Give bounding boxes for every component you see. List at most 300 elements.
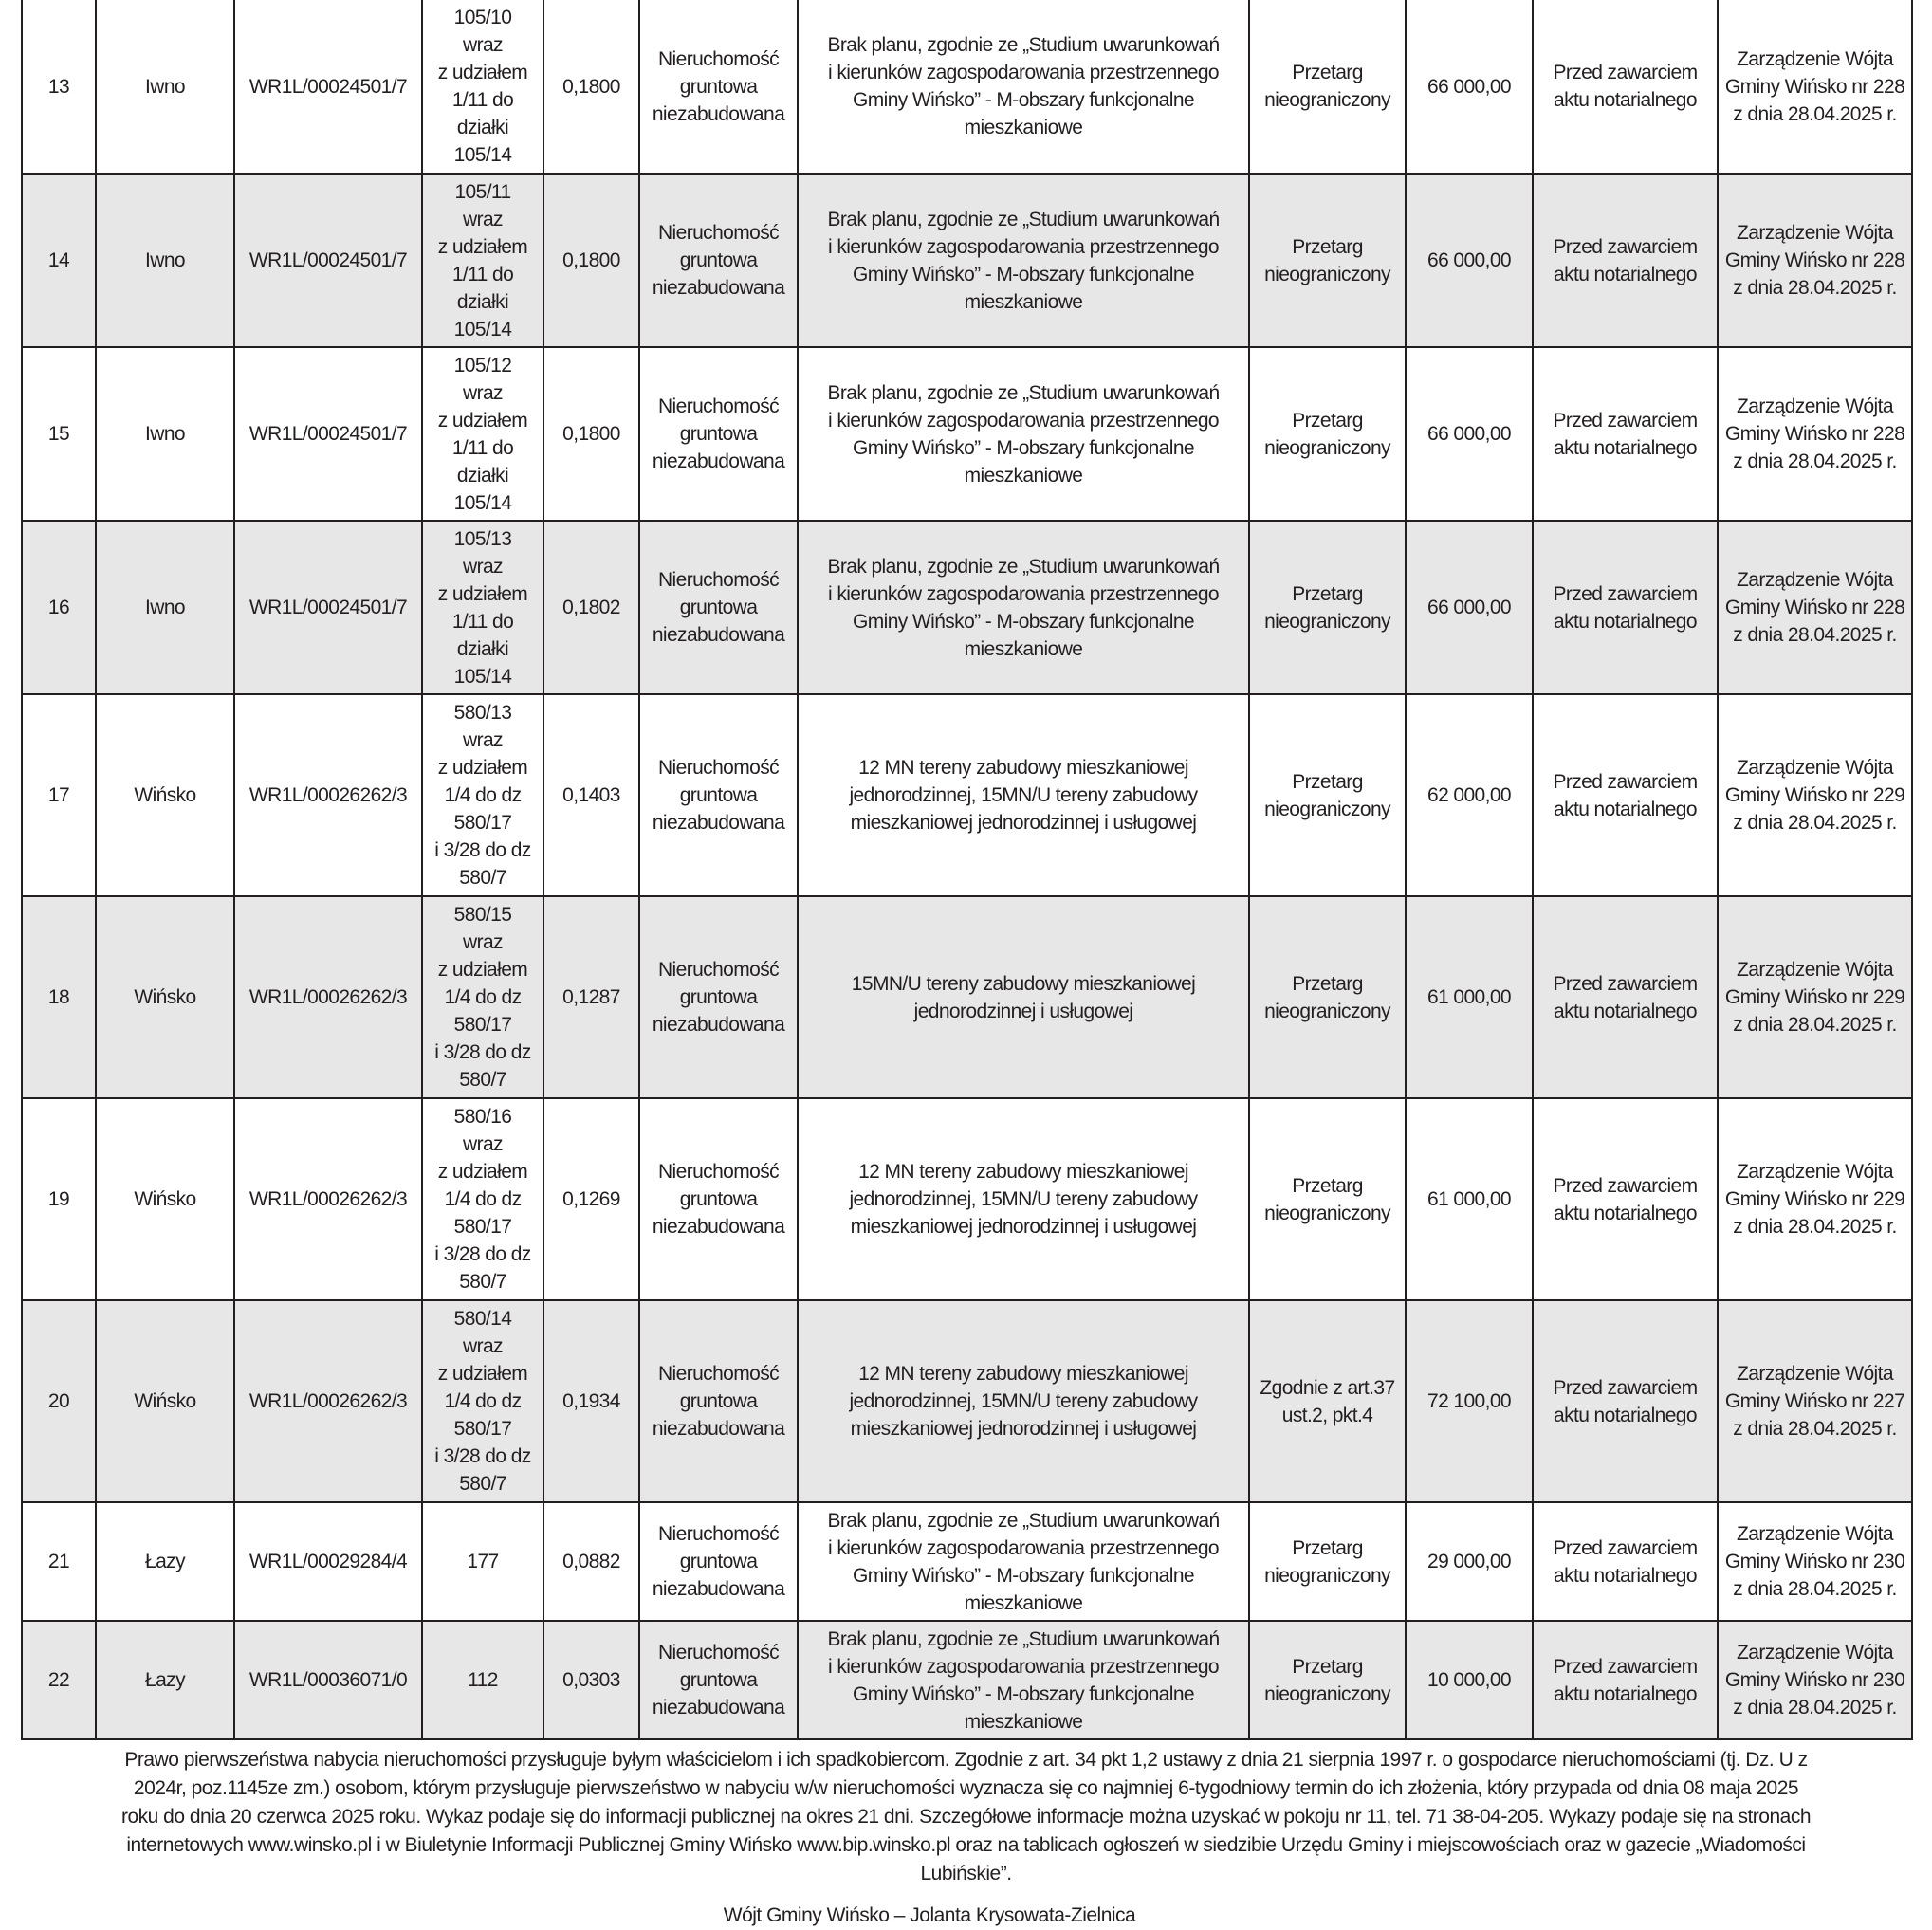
- cell-payment-term-line: Przed zawarciem: [1553, 235, 1698, 258]
- cell-land-use-line: Gminy Wińsko” - M-obszary funkcjonalne: [853, 1564, 1194, 1587]
- cell-property-type-line: Nieruchomość: [657, 757, 779, 779]
- cell-land-register-number: WR1L/00026262/3: [234, 1098, 422, 1300]
- cell-property-type-line: niezabudowana: [652, 277, 785, 299]
- table-row: [22, 0, 1912, 174]
- cell-land-use-line: Gminy Wińsko” - M-obszary funkcjonalne: [853, 436, 1194, 459]
- cell-land-use-line: i kierunków zagospodarowania przestrzennego: [828, 1536, 1219, 1559]
- cell-area: 0,0882: [543, 1502, 639, 1621]
- cell-property-type-line: niezabudowana: [652, 1014, 785, 1036]
- cell-land-use-line: Gminy Wińsko” - M-obszary funkcjonalne: [853, 89, 1194, 111]
- cell-sale-mode: [1249, 896, 1406, 1098]
- cell-legal-basis-line: Gminy Wińsko nr 228: [1724, 75, 1905, 98]
- footer-note: [38, 1746, 1894, 1888]
- cell-sale-mode-line: nieograniczony: [1264, 436, 1390, 459]
- cell-area: 0,0303: [543, 1621, 639, 1739]
- cell-property-type-line: gruntowa: [679, 423, 758, 445]
- cell-legal-basis-line: Zarządzenie Wójta: [1737, 1642, 1893, 1663]
- cell-payment-term: [1533, 694, 1718, 896]
- cell-payment-term: [1533, 1621, 1718, 1739]
- cell-land-register-number: WR1L/00026262/3: [234, 694, 422, 896]
- footer-note-line: Prawo pierwszeństwa nabycia nieruchomości przysługuje byłym właścicielom i ich spadkobiercom. Zgodnie z art. 34 pkt 1,2 ustawy z dnia 21 sierpnia 1997 r. o gospodarce nieruchomościami (tj. Dz. U z: [124, 1749, 1808, 1771]
- cell-row-number: 13: [22, 0, 96, 174]
- cell-land-use-line: Gminy Wińsko” - M-obszary funkcjonalne: [853, 1682, 1194, 1705]
- cell-sale-mode: [1249, 1621, 1406, 1739]
- cell-location: Iwno: [96, 174, 234, 347]
- cell-legal-basis-line: Gminy Wińsko nr 230: [1724, 1669, 1905, 1691]
- table-row: [22, 521, 1912, 694]
- cell-land-use-line: Brak planu, zgodnie ze „Studium uwarunkowań: [827, 1627, 1220, 1650]
- cell-property-type-line: gruntowa: [679, 1390, 758, 1412]
- cell-legal-basis-line: Gminy Wińsko nr 230: [1724, 1551, 1905, 1572]
- cell-property-type-line: gruntowa: [679, 1188, 758, 1210]
- cell-legal-basis-line: Gminy Wińsko nr 229: [1724, 784, 1905, 806]
- cell-payment-term: [1533, 521, 1718, 694]
- cell-area: 0,1800: [543, 0, 639, 174]
- cell-land-register-number: WR1L/00024501/7: [234, 0, 422, 174]
- cell-payment-term: [1533, 1098, 1718, 1300]
- cell-plot-number-line: 580/14: [453, 1308, 512, 1330]
- cell-legal-basis-line: z dnia 28.04.2025 r.: [1733, 1216, 1897, 1238]
- cell-area: 0,1269: [543, 1098, 639, 1300]
- cell-plot-number-line: 1/11 do: [451, 436, 514, 459]
- cell-legal-basis-line: Gminy Wińsko nr 228: [1724, 249, 1905, 271]
- cell-payment-term-line: Przed zawarciem: [1553, 1376, 1698, 1399]
- cell-property-type-line: gruntowa: [679, 249, 758, 271]
- cell-payment-term-line: aktu notarialnego: [1554, 1202, 1697, 1224]
- cell-row-number: 21: [22, 1502, 96, 1621]
- cell-price: 66 000,00: [1406, 0, 1533, 174]
- cell-location: Iwno: [96, 347, 234, 521]
- cell-sale-mode: [1249, 1300, 1406, 1502]
- cell-payment-term: [1533, 896, 1718, 1098]
- cell-land-use-line: 12 MN tereny zabudowy mieszkaniowej: [858, 1363, 1188, 1385]
- cell-location: Iwno: [96, 0, 234, 174]
- cell-land-use-line: i kierunków zagospodarowania przestrzennego: [828, 582, 1219, 605]
- cell-plot-number-line: 580/7: [459, 1473, 506, 1495]
- cell-location: Wińsko: [96, 694, 234, 896]
- cell-row-number: 22: [22, 1621, 96, 1739]
- cell-plot-number: [422, 1300, 543, 1502]
- cell-payment-term-line: Przed zawarciem: [1553, 770, 1698, 793]
- cell-property-type-line: Nieruchomość: [657, 1161, 779, 1183]
- cell-legal-basis-line: Zarządzenie Wójta: [1737, 1363, 1893, 1385]
- cell-legal-basis: [1718, 1621, 1912, 1739]
- cell-plot-number-line: 580/7: [459, 1069, 506, 1091]
- cell-plot-number-line: 105/14: [453, 665, 512, 688]
- cell-land-use-line: jednorodzinnej, 15MN/U tereny zabudowy: [849, 1390, 1198, 1412]
- cell-plot-number-line: z udziałem: [437, 409, 528, 432]
- cell-sale-mode-line: nieograniczony: [1264, 1000, 1390, 1022]
- cell-land-use-line: 15MN/U tereny zabudowy mieszkaniowej: [851, 972, 1196, 995]
- cell-plot-number-line: 105/14: [453, 318, 512, 340]
- cell-property-type-line: niezabudowana: [652, 1697, 785, 1719]
- cell-payment-term-line: aktu notarialnego: [1554, 1564, 1697, 1587]
- cell-sale-mode-line: nieograniczony: [1264, 1564, 1390, 1587]
- cell-property-type-line: gruntowa: [679, 75, 758, 98]
- table-row: [22, 1098, 1912, 1300]
- cell-sale-mode: [1249, 694, 1406, 896]
- cell-land-use-line: mieszkaniowe: [964, 637, 1083, 660]
- cell-legal-basis: [1718, 0, 1912, 174]
- cell-payment-term: [1533, 174, 1718, 347]
- table-row: [22, 347, 1912, 521]
- cell-plot-number-line: 580/17: [453, 812, 512, 834]
- cell-property-type-line: Nieruchomość: [657, 1523, 779, 1545]
- cell-price: 29 000,00: [1406, 1502, 1533, 1621]
- cell-row-number: 16: [22, 521, 96, 694]
- cell-property-type-line: Nieruchomość: [657, 569, 779, 591]
- table-body: [22, 0, 1912, 1739]
- cell-plot-number-line: wraz: [463, 1133, 503, 1155]
- cell-plot-number-line: 580/17: [453, 1216, 512, 1238]
- cell-payment-term-line: aktu notarialnego: [1554, 1404, 1697, 1426]
- cell-legal-basis: [1718, 347, 1912, 521]
- cell-land-use-line: mieszkaniowe: [964, 464, 1083, 487]
- cell-location: Wińsko: [96, 1098, 234, 1300]
- cell-property-type-line: Nieruchomość: [657, 222, 779, 244]
- cell-price: 66 000,00: [1406, 174, 1533, 347]
- table-row: [22, 896, 1912, 1098]
- cell-property-type-line: gruntowa: [679, 986, 758, 1008]
- cell-plot-number: [422, 896, 543, 1098]
- cell-legal-basis-line: Zarządzenie Wójta: [1737, 222, 1893, 244]
- cell-plot-number-line: 105/13: [453, 527, 512, 550]
- cell-location: Łazy: [96, 1621, 234, 1739]
- cell-area: 0,1800: [543, 347, 639, 521]
- property-list-table: [21, 0, 1913, 1740]
- cell-land-register-number: WR1L/00026262/3: [234, 1300, 422, 1502]
- cell-area: 0,1800: [543, 174, 639, 347]
- cell-land-register-number: WR1L/00024501/7: [234, 174, 422, 347]
- cell-land-use-line: 12 MN tereny zabudowy mieszkaniowej: [858, 1161, 1188, 1183]
- cell-sale-mode: [1249, 0, 1406, 174]
- cell-row-number: 14: [22, 174, 96, 347]
- cell-legal-basis-line: Gminy Wińsko nr 228: [1724, 597, 1905, 618]
- cell-price: 66 000,00: [1406, 521, 1533, 694]
- cell-plot-number-line: z udziałem: [437, 235, 528, 258]
- cell-land-use-line: Brak planu, zgodnie ze „Studium uwarunkowań: [827, 34, 1220, 56]
- cell-property-type-line: niezabudowana: [652, 102, 785, 125]
- table-row: [22, 1300, 1912, 1502]
- cell-legal-basis-line: Zarządzenie Wójta: [1737, 757, 1893, 779]
- cell-land-use-line: mieszkaniowe: [964, 1710, 1083, 1733]
- cell-land-use: [798, 1098, 1249, 1300]
- cell-land-use-line: Gminy Wińsko” - M-obszary funkcjonalne: [853, 610, 1194, 633]
- cell-plot-number-line: z udziałem: [437, 1161, 528, 1183]
- cell-land-use-line: Brak planu, zgodnie ze „Studium uwarunkowań: [827, 555, 1220, 578]
- cell-plot-number-line: działki: [456, 464, 509, 487]
- cell-land-use: [798, 521, 1249, 694]
- cell-plot-number-line: 105/10: [453, 7, 512, 28]
- cell-land-use-line: 12 MN tereny zabudowy mieszkaniowej: [858, 757, 1188, 779]
- cell-property-type: [639, 174, 798, 347]
- cell-property-type: [639, 0, 798, 174]
- cell-plot-number-line: 580/7: [459, 1271, 506, 1293]
- cell-land-use-line: Gminy Wińsko” - M-obszary funkcjonalne: [853, 263, 1194, 285]
- cell-plot-number-line: z udziałem: [437, 1363, 528, 1385]
- cell-land-use-line: mieszkaniowe: [964, 290, 1083, 313]
- cell-plot-number: [422, 1502, 543, 1621]
- footer-signature-line: Wójt Gminy Wińsko – Jolanta Krysowata-Zielnica: [723, 1904, 1136, 1926]
- cell-land-use-line: mieszkaniowe: [964, 117, 1083, 138]
- cell-row-number: 19: [22, 1098, 96, 1300]
- footer-note-line: Lubińskie”.: [920, 1863, 1012, 1884]
- footer-note-line: roku do dnia 20 czerwca 2025 roku. Wykaz podaje się do informacji publicznej na okres 21 dni. Szczegółowe informacje można uzyskać w pokoju nr 11, tel. 71 38-04-205. Wykazy podaje się na stronach: [120, 1806, 1812, 1828]
- cell-property-type-line: niezabudowana: [652, 1418, 785, 1440]
- cell-plot-number: [422, 347, 543, 521]
- cell-plot-number-line: z udziałem: [437, 959, 528, 981]
- cell-payment-term-line: aktu notarialnego: [1554, 1682, 1697, 1705]
- cell-location: Iwno: [96, 521, 234, 694]
- cell-payment-term-line: aktu notarialnego: [1554, 436, 1697, 459]
- cell-plot-number-line: wraz: [463, 381, 503, 404]
- cell-property-type-line: niezabudowana: [652, 812, 785, 834]
- cell-row-number: 18: [22, 896, 96, 1098]
- cell-plot-number-line: 1/4 do dz: [444, 1390, 522, 1412]
- cell-legal-basis-line: z dnia 28.04.2025 r.: [1733, 812, 1897, 834]
- cell-payment-term-line: Przed zawarciem: [1553, 1536, 1698, 1559]
- cell-sale-mode: [1249, 1098, 1406, 1300]
- cell-sale-mode-line: Przetarg: [1292, 1536, 1363, 1559]
- cell-legal-basis-line: Gminy Wińsko nr 229: [1724, 1188, 1905, 1210]
- cell-plot-number-line: 580/17: [453, 1014, 512, 1036]
- cell-land-use-line: Brak planu, zgodnie ze „Studium uwarunkowań: [827, 1509, 1220, 1532]
- cell-plot-number-line: 580/17: [453, 1418, 512, 1440]
- cell-land-use-line: jednorodzinnej i usługowej: [913, 1000, 1133, 1022]
- cell-land-use-line: i kierunków zagospodarowania przestrzennego: [828, 62, 1219, 83]
- cell-area: 0,1287: [543, 896, 639, 1098]
- cell-plot-number: [422, 694, 543, 896]
- cell-row-number: 20: [22, 1300, 96, 1502]
- cell-plot-number-line: 1/11 do: [451, 263, 514, 285]
- cell-plot-number-line: działki: [456, 117, 509, 138]
- cell-property-type-line: niezabudowana: [652, 450, 785, 472]
- cell-land-register-number: WR1L/00024501/7: [234, 521, 422, 694]
- cell-land-use-line: mieszkaniowej jednorodzinnej i usługowej: [850, 1418, 1197, 1440]
- cell-sale-mode-line: nieograniczony: [1264, 1682, 1390, 1705]
- table-row: [22, 1502, 1912, 1621]
- cell-legal-basis-line: z dnia 28.04.2025 r.: [1733, 102, 1897, 125]
- cell-location: Łazy: [96, 1502, 234, 1621]
- cell-legal-basis-line: z dnia 28.04.2025 r.: [1733, 1578, 1897, 1600]
- cell-legal-basis-line: z dnia 28.04.2025 r.: [1733, 1418, 1897, 1440]
- cell-legal-basis-line: Gminy Wińsko nr 228: [1724, 423, 1905, 445]
- cell-land-use-line: Brak planu, zgodnie ze „Studium uwarunkowań: [827, 208, 1220, 230]
- cell-property-type-line: niezabudowana: [652, 1578, 785, 1600]
- cell-sale-mode: [1249, 521, 1406, 694]
- cell-legal-basis-line: z dnia 28.04.2025 r.: [1733, 1697, 1897, 1719]
- cell-sale-mode: [1249, 174, 1406, 347]
- cell-plot-number-line: i 3/28 do dz: [434, 839, 531, 861]
- cell-plot-number-line: 580/7: [459, 867, 506, 889]
- cell-property-type: [639, 1621, 798, 1739]
- cell-payment-term-line: aktu notarialnego: [1554, 610, 1697, 633]
- cell-property-type-line: Nieruchomość: [657, 1363, 779, 1385]
- cell-sale-mode: [1249, 1502, 1406, 1621]
- cell-legal-basis-line: z dnia 28.04.2025 r.: [1733, 277, 1897, 299]
- cell-land-use: [798, 174, 1249, 347]
- cell-plot-number-line: wraz: [463, 555, 503, 578]
- cell-property-type-line: gruntowa: [679, 1669, 758, 1691]
- cell-payment-term: [1533, 0, 1718, 174]
- cell-land-use: [798, 0, 1249, 174]
- cell-sale-mode-line: Przetarg: [1292, 62, 1363, 83]
- cell-plot-number-line: 1/11 do: [451, 89, 514, 111]
- footer-note-line: 2024r, poz.1145ze zm.) osobom, którym przysługuje pierwszeństwo w nabyciu w/w nieruchomości wyznacza się co najmniej 6-tygodniowy termin do ich złożenia, który przypada od dnia 08 maja 2025: [133, 1777, 1799, 1799]
- cell-plot-number-line: 580/13: [453, 702, 512, 724]
- cell-property-type: [639, 1300, 798, 1502]
- cell-sale-mode-line: nieograniczony: [1264, 89, 1390, 111]
- cell-plot-number-line: wraz: [463, 208, 503, 230]
- cell-sale-mode-line: Przetarg: [1292, 1174, 1363, 1197]
- cell-legal-basis-line: Gminy Wińsko nr 227: [1724, 1390, 1905, 1412]
- cell-plot-number-line: 177: [467, 1551, 499, 1572]
- cell-plot-number-line: 1/4 do dz: [444, 784, 522, 806]
- cell-sale-mode-line: Przetarg: [1292, 972, 1363, 995]
- cell-sale-mode-line: nieograniczony: [1264, 610, 1390, 633]
- cell-sale-mode-line: nieograniczony: [1264, 263, 1390, 285]
- table-row: [22, 694, 1912, 896]
- cell-payment-term-line: Przed zawarciem: [1553, 1655, 1698, 1678]
- cell-plot-number-line: wraz: [463, 1335, 503, 1357]
- cell-legal-basis-line: Zarządzenie Wójta: [1737, 1161, 1893, 1183]
- cell-plot-number-line: z udziałem: [437, 582, 528, 605]
- cell-plot-number-line: i 3/28 do dz: [434, 1243, 531, 1265]
- cell-property-type: [639, 896, 798, 1098]
- cell-plot-number-line: z udziałem: [437, 757, 528, 779]
- cell-price: 61 000,00: [1406, 896, 1533, 1098]
- cell-plot-number-line: 112: [468, 1669, 498, 1691]
- cell-row-number: 15: [22, 347, 96, 521]
- cell-plot-number: [422, 1098, 543, 1300]
- cell-legal-basis-line: Zarządzenie Wójta: [1737, 47, 1893, 70]
- cell-plot-number: [422, 174, 543, 347]
- cell-legal-basis-line: Zarządzenie Wójta: [1737, 569, 1893, 591]
- cell-price: 66 000,00: [1406, 347, 1533, 521]
- cell-payment-term-line: Przed zawarciem: [1553, 1174, 1698, 1197]
- cell-payment-term-line: Przed zawarciem: [1553, 582, 1698, 605]
- cell-area: 0,1802: [543, 521, 639, 694]
- cell-payment-term-line: aktu notarialnego: [1554, 263, 1697, 285]
- cell-payment-term-line: Przed zawarciem: [1553, 409, 1698, 432]
- cell-payment-term-line: Przed zawarciem: [1553, 62, 1698, 83]
- cell-location: Wińsko: [96, 1300, 234, 1502]
- cell-payment-term-line: aktu notarialnego: [1554, 798, 1697, 820]
- cell-plot-number-line: z udziałem: [437, 62, 528, 83]
- cell-plot-number-line: wraz: [463, 729, 503, 751]
- cell-sale-mode-line: ust.2, pkt.4: [1281, 1404, 1373, 1426]
- cell-property-type-line: niezabudowana: [652, 624, 785, 646]
- cell-land-use: [798, 1502, 1249, 1621]
- cell-plot-number-line: 105/14: [453, 144, 512, 166]
- cell-property-type-line: gruntowa: [679, 597, 758, 618]
- cell-plot-number-line: 105/11: [454, 180, 511, 203]
- cell-row-number: 17: [22, 694, 96, 896]
- cell-plot-number-line: działki: [456, 637, 509, 660]
- cell-land-use-line: i kierunków zagospodarowania przestrzennego: [828, 409, 1219, 432]
- footer-note-line: internetowych www.winsko.pl i w Biuletynie Informacji Publicznej Gminy Wińsko www.bip.winsko.pl oraz na tablicach ogłoszeń w siedzibie Urzędu Gminy i miejscowościach oraz w gazecie „Wiadomości: [126, 1834, 1806, 1856]
- cell-property-type-line: Nieruchomość: [657, 47, 779, 70]
- cell-sale-mode-line: nieograniczony: [1264, 1202, 1390, 1224]
- cell-property-type-line: niezabudowana: [652, 1216, 785, 1238]
- cell-plot-number: [422, 0, 543, 174]
- cell-land-use-line: mieszkaniowej jednorodzinnej i usługowej: [850, 812, 1197, 834]
- cell-sale-mode-line: Przetarg: [1292, 1655, 1363, 1678]
- cell-payment-term-line: aktu notarialnego: [1554, 1000, 1697, 1022]
- cell-land-register-number: WR1L/00026262/3: [234, 896, 422, 1098]
- cell-property-type: [639, 694, 798, 896]
- cell-land-use-line: jednorodzinnej, 15MN/U tereny zabudowy: [849, 784, 1198, 806]
- cell-sale-mode-line: Przetarg: [1292, 582, 1363, 605]
- cell-payment-term: [1533, 1502, 1718, 1621]
- cell-land-use: [798, 896, 1249, 1098]
- cell-plot-number-line: 1/11 do: [451, 610, 514, 633]
- cell-price: 72 100,00: [1406, 1300, 1533, 1502]
- cell-legal-basis: [1718, 1502, 1912, 1621]
- table-row: [22, 174, 1912, 347]
- cell-land-use-line: i kierunków zagospodarowania przestrzennego: [828, 1655, 1219, 1678]
- cell-land-use: [798, 1621, 1249, 1739]
- cell-legal-basis-line: Gminy Wińsko nr 229: [1724, 986, 1905, 1008]
- cell-plot-number-line: 105/14: [453, 491, 512, 514]
- cell-legal-basis: [1718, 521, 1912, 694]
- cell-property-type-line: gruntowa: [679, 784, 758, 806]
- cell-legal-basis: [1718, 694, 1912, 896]
- cell-property-type: [639, 521, 798, 694]
- cell-land-use: [798, 694, 1249, 896]
- cell-price: 61 000,00: [1406, 1098, 1533, 1300]
- cell-land-use-line: jednorodzinnej, 15MN/U tereny zabudowy: [849, 1188, 1198, 1210]
- cell-legal-basis-line: z dnia 28.04.2025 r.: [1733, 624, 1897, 646]
- cell-payment-term: [1533, 347, 1718, 521]
- cell-legal-basis: [1718, 174, 1912, 347]
- cell-payment-term-line: aktu notarialnego: [1554, 89, 1697, 111]
- cell-property-type-line: Nieruchomość: [657, 395, 779, 417]
- cell-legal-basis-line: Zarządzenie Wójta: [1737, 395, 1893, 417]
- cell-payment-term: [1533, 1300, 1718, 1502]
- cell-plot-number-line: działki: [456, 290, 509, 313]
- cell-property-type: [639, 1502, 798, 1621]
- cell-legal-basis-line: Zarządzenie Wójta: [1737, 959, 1893, 981]
- cell-area: 0,1403: [543, 694, 639, 896]
- cell-legal-basis-line: z dnia 28.04.2025 r.: [1733, 450, 1897, 472]
- cell-location: Wińsko: [96, 896, 234, 1098]
- cell-property-type-line: Nieruchomość: [657, 1642, 779, 1663]
- cell-plot-number-line: 1/4 do dz: [444, 1188, 522, 1210]
- cell-land-register-number: WR1L/00029284/4: [234, 1502, 422, 1621]
- cell-property-type-line: gruntowa: [679, 1551, 758, 1572]
- cell-property-type: [639, 347, 798, 521]
- cell-sale-mode-line: Przetarg: [1292, 770, 1363, 793]
- cell-plot-number-line: 105/12: [453, 354, 512, 377]
- cell-land-use: [798, 347, 1249, 521]
- cell-plot-number-line: 580/16: [453, 1106, 512, 1128]
- cell-plot-number-line: 580/15: [453, 904, 512, 926]
- cell-sale-mode-line: nieograniczony: [1264, 798, 1390, 820]
- cell-land-register-number: WR1L/00024501/7: [234, 347, 422, 521]
- cell-sale-mode-line: Przetarg: [1292, 235, 1363, 258]
- table-row: [22, 1621, 1912, 1739]
- cell-legal-basis: [1718, 1098, 1912, 1300]
- cell-sale-mode: [1249, 347, 1406, 521]
- cell-plot-number-line: wraz: [463, 931, 503, 953]
- cell-legal-basis: [1718, 1300, 1912, 1502]
- cell-area: 0,1934: [543, 1300, 639, 1502]
- cell-land-use: [798, 1300, 1249, 1502]
- cell-legal-basis-line: Zarządzenie Wójta: [1737, 1523, 1893, 1545]
- cell-price: 62 000,00: [1406, 694, 1533, 896]
- cell-plot-number-line: i 3/28 do dz: [434, 1445, 531, 1467]
